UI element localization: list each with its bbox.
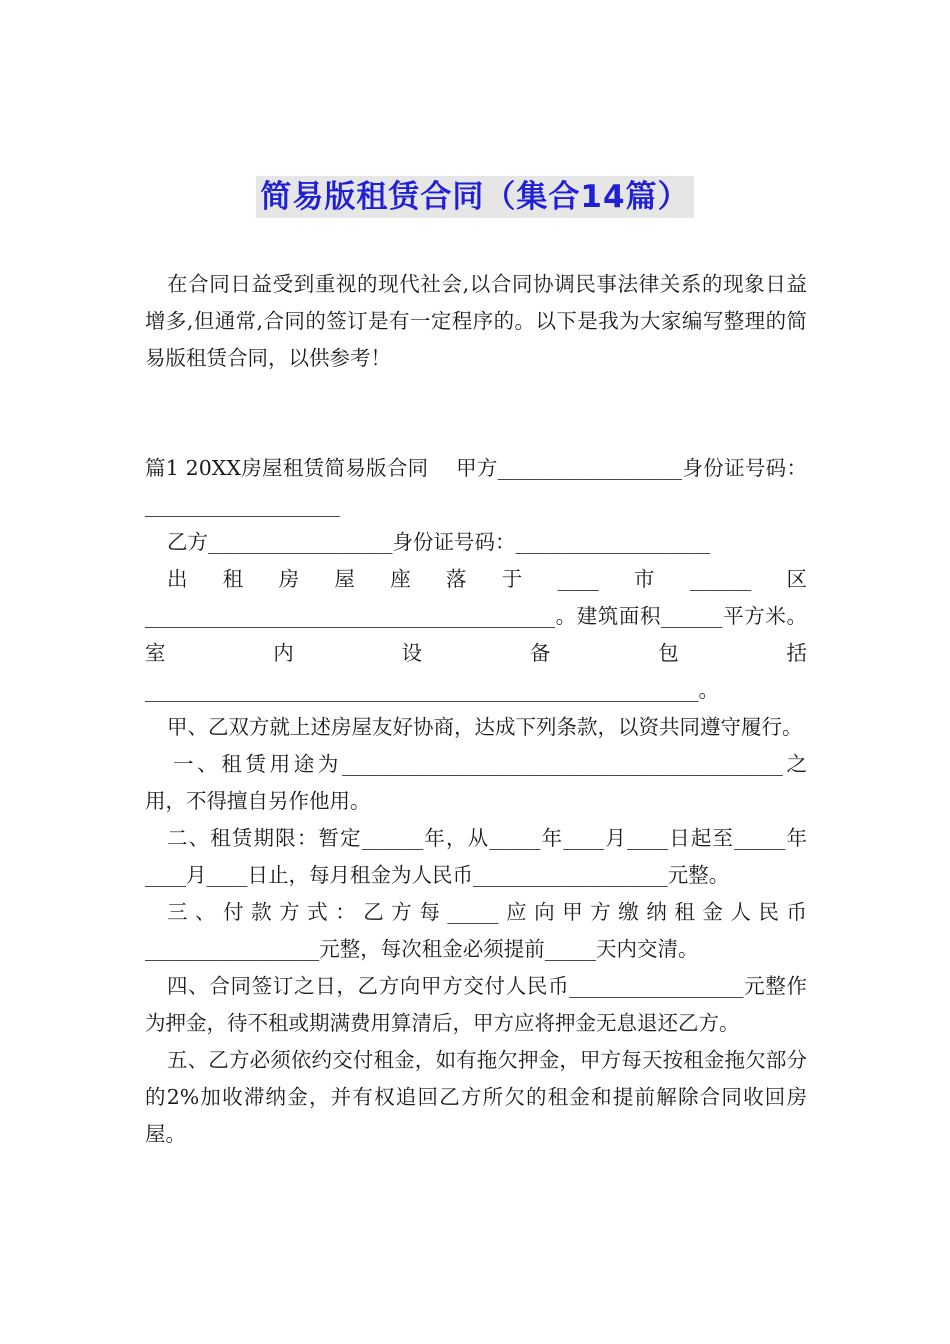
clause-1: 一、租赁用途为___________________________________________之用，不得擅自另作他用。: [145, 752, 807, 813]
contract-section: [145, 450, 807, 1153]
title-container: [0, 176, 950, 218]
clause-2: 二、租赁期限：暂定______年，从_____年____月____日起至_____年____月____日止，每月租金为人民币___________________元整。: [145, 826, 807, 887]
intro-section: [145, 266, 807, 377]
intro-paragraph: 在合同日益受到重视的现代社会,以合同协调民事法律关系的现象日益增多,但通常,合同的签订是有一定程序的。以下是我为大家编写整理的简易版租赁合同，以供参考！: [145, 272, 807, 370]
agreement-paragraph: 甲、乙双方就上述房屋友好协商，达成下列条款，以资共同遵守履行。: [167, 715, 803, 739]
property-paragraph: 出租房屋座落于____市______区________________________________________。建筑面积______平方米。室内设备包括______________________________________________________。: [145, 567, 807, 702]
document-title: 简易版租赁合同（集合14篇）: [256, 176, 693, 218]
contract-heading-line: 篇1 20XX房屋租赁简易版合同 甲方__________________身份证号码：___________________: [145, 456, 807, 517]
clause-4: 四、合同签订之日，乙方向甲方交付人民币_________________元整作为押金，待不租或期满费用算清后，甲方应将押金无息退还乙方。: [145, 974, 807, 1035]
clause-3: 三、付款方式：乙方每_____应向甲方缴纳租金人民币_________________元整，每次租金必须提前_____天内交清。: [145, 900, 807, 961]
clause-5: 五、乙方必须依约交付租金，如有拖欠押金，甲方每天按租金拖欠部分的2%加收滞纳金，并有权追回乙方所欠的租金和提前解除合同收回房屋。: [145, 1048, 807, 1146]
party-b-line: 乙方__________________身份证号码：___________________: [167, 530, 711, 554]
